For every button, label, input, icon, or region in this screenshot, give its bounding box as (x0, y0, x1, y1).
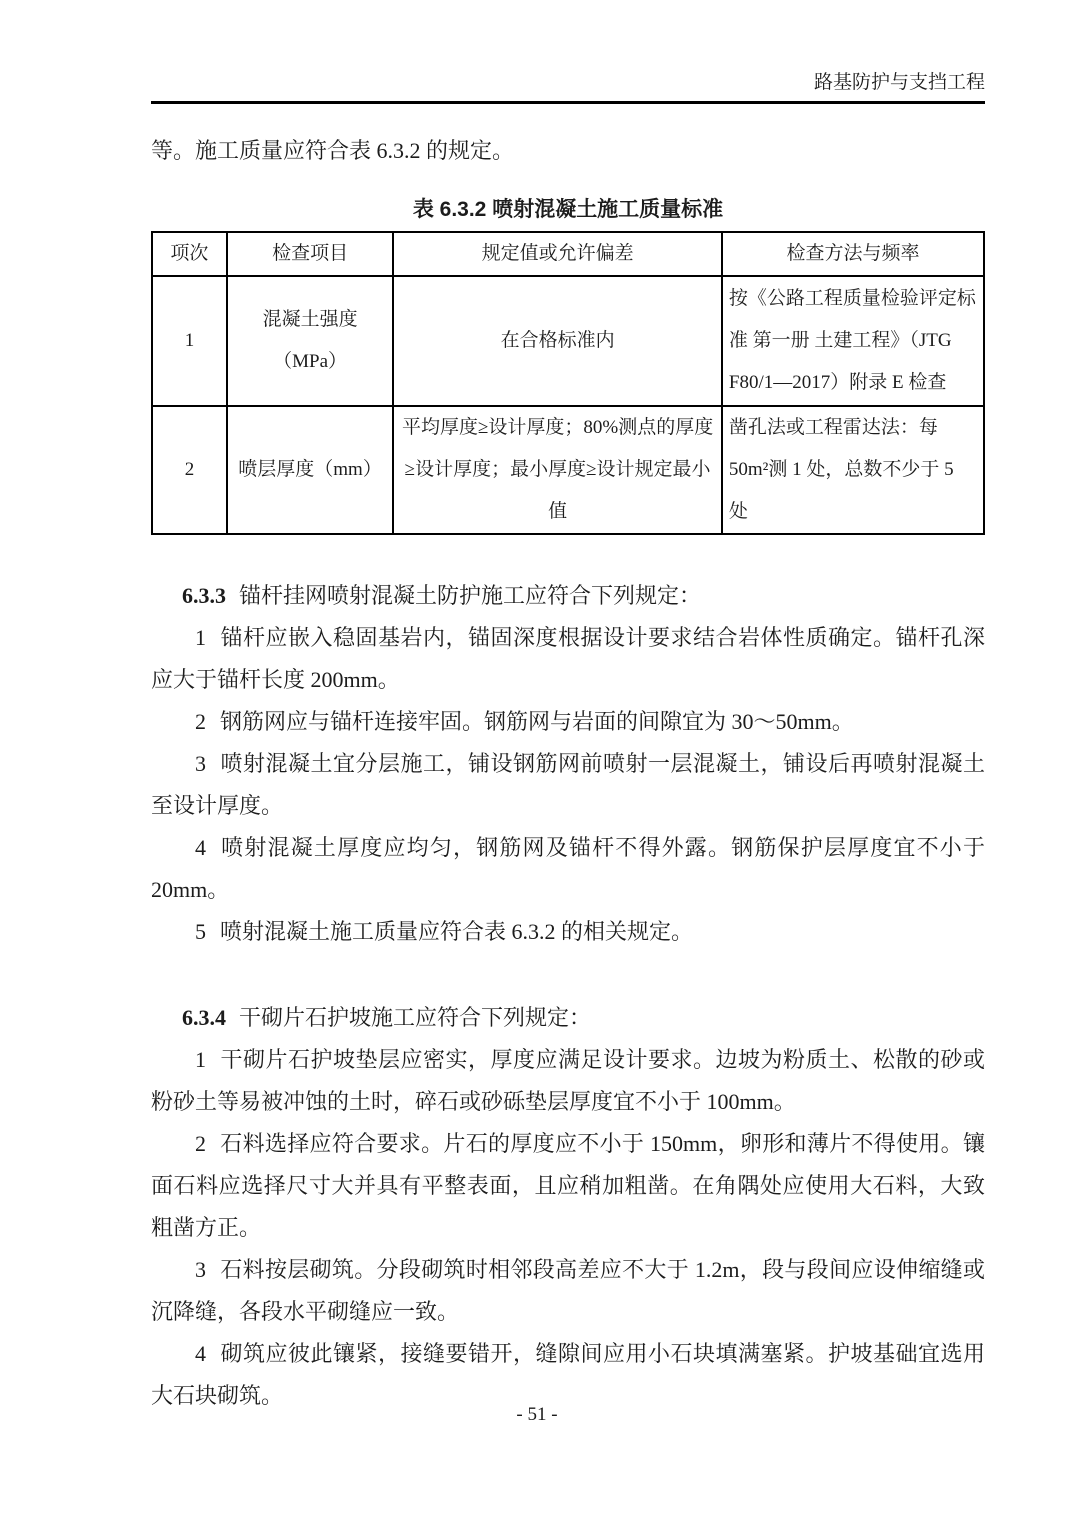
table-row (152, 276, 984, 406)
item-text: 石料按层砌筑。分段砌筑时相邻段高差应不大于 1.2m，段与段间应设伸缩缝或沉降缝，各段水平砌缝应一致。 (151, 1257, 985, 1324)
list-item (151, 911, 985, 953)
page-content (151, 0, 985, 1417)
item-number: 3 (195, 1257, 206, 1282)
cell-specified-value: 平均厚度≥设计厚度；80%测点的厚度≥设计厚度；最小厚度≥设计规定最小值 (393, 406, 722, 534)
header-cell-method: 检查方法与频率 (722, 232, 984, 276)
cell-specified-value: 在合格标准内 (393, 276, 722, 406)
table-row (152, 406, 984, 534)
intro-paragraph: 等。施工质量应符合表 6.3.2 的规定。 (151, 138, 515, 163)
running-header-text: 路基防护与支挡工程 (813, 72, 985, 93)
item-number: 3 (195, 751, 206, 776)
list-item (151, 743, 985, 827)
cell-method: 按《公路工程质量检验评定标准 第一册 土建工程》（JTG F80/1—2017）附录 E 检查 (722, 276, 984, 406)
item-text: 干砌片石护坡垫层应密实，厚度应满足设计要求。边坡为粉质土、松散的砂或粉砂土等易被冲蚀的土时，碎石或砂砾垫层厚度宜不小于 100mm。 (151, 1047, 985, 1114)
section-title: 干砌片石护坡施工应符合下列规定： (239, 1005, 592, 1030)
list-item (151, 1123, 985, 1249)
section-heading-6-3-3 (151, 575, 985, 617)
header-cell-item-no: 项次 (152, 232, 227, 276)
cell-check-item: 混凝土强度（MPa） (227, 276, 393, 406)
list-item (151, 1249, 985, 1333)
table-title: 表 6.3.2 喷射混凝土施工质量标准 (412, 198, 724, 221)
item-number: 1 (195, 625, 206, 650)
item-number: 5 (195, 919, 206, 944)
item-text: 锚杆应嵌入稳固基岩内，锚固深度根据设计要求结合岩体性质确定。锚杆孔深应大于锚杆长度 200mm。 (151, 625, 985, 692)
section-title: 锚杆挂网喷射混凝土防护施工应符合下列规定： (239, 583, 702, 608)
list-item (151, 1039, 985, 1123)
section-heading-6-3-4 (151, 997, 985, 1039)
quality-standard-table (151, 231, 985, 535)
item-number: 2 (195, 1131, 206, 1156)
item-text: 喷射混凝土施工质量应符合表 6.3.2 的相关规定。 (220, 919, 694, 944)
item-number: 4 (195, 1341, 206, 1366)
item-number: 1 (195, 1047, 206, 1072)
item-text: 石料选择应符合要求。片石的厚度应不小于 150mm，卵形和薄片不得使用。镶面石料应选择尺寸大并具有平整表面，且应稍加粗凿。在角隅处应使用大石料，大致粗凿方正。 (151, 1131, 985, 1240)
running-header (151, 0, 985, 104)
list-item (151, 617, 985, 701)
header-cell-check-item: 检查项目 (227, 232, 393, 276)
section-number: 6.3.4 (182, 1005, 226, 1030)
cell-item-no: 2 (152, 406, 227, 534)
item-number: 2 (195, 709, 206, 734)
list-item (151, 701, 985, 743)
item-text: 喷射混凝土厚度应均匀，钢筋网及锚杆不得外露。钢筋保护层厚度宜不小于 20mm。 (151, 835, 985, 902)
table-header-row (152, 232, 984, 276)
page-number: - 51 - (516, 1404, 558, 1425)
section-number: 6.3.3 (182, 583, 226, 608)
cell-item-no: 1 (152, 276, 227, 406)
item-number: 4 (195, 835, 206, 860)
item-text: 钢筋网应与锚杆连接牢固。钢筋网与岩面的间隙宜为 30～50mm。 (220, 709, 854, 734)
cell-check-item: 喷层厚度（mm） (227, 406, 393, 534)
item-text: 砌筑应彼此镶紧，接缝要错开，缝隙间应用小石块填满塞紧。护坡基础宜选用大石块砌筑。 (151, 1341, 985, 1408)
list-item (151, 827, 985, 911)
item-text: 喷射混凝土宜分层施工，铺设钢筋网前喷射一层混凝土，铺设后再喷射混凝土至设计厚度。 (151, 751, 985, 818)
header-cell-specified-value: 规定值或允许偏差 (393, 232, 722, 276)
cell-method: 凿孔法或工程雷达法：每 50m²测 1 处，总数不少于 5 处 (722, 406, 984, 534)
